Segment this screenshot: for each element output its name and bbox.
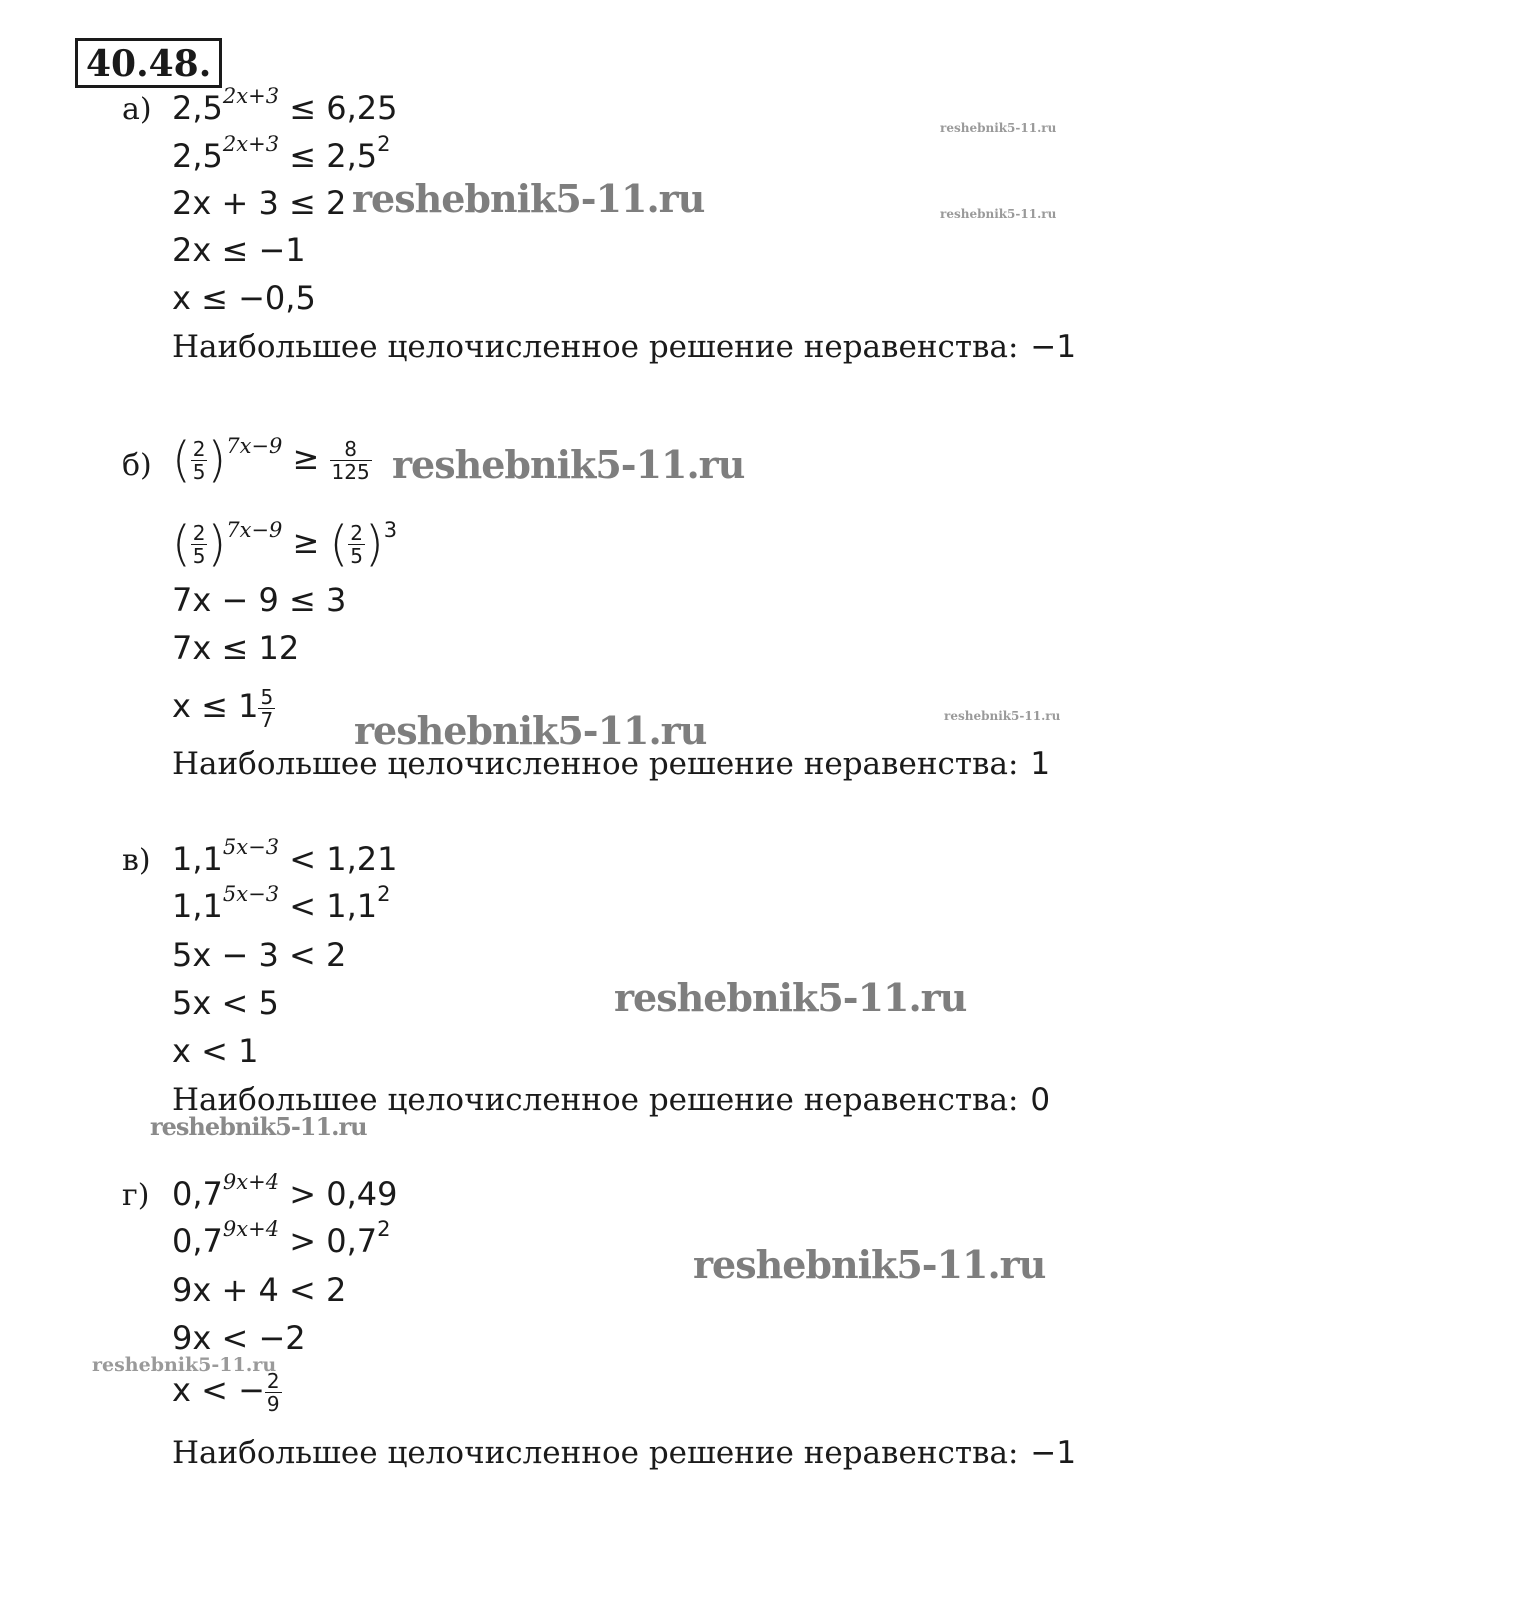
watermark: reshebnik5-11.ru: [354, 708, 707, 753]
answer-c: Наибольшее целочисленное решение неравенства: 0: [172, 1082, 1051, 1118]
step-c-5: x < 1: [172, 1032, 259, 1070]
part-label-b: б): [122, 448, 152, 483]
step-d-2: $0,7^{9x+4} > 0,7^2$: [172, 1217, 391, 1260]
part-label-d: г): [122, 1178, 150, 1213]
part-label-a: а): [122, 92, 152, 127]
problem-number: 40.48.: [75, 38, 222, 88]
step-d-4: 9x < −2: [172, 1319, 306, 1357]
step-d-3: 9x + 4 < 2: [172, 1271, 347, 1309]
watermark: reshebnik5-11.ru: [940, 121, 1057, 135]
step-a-3: 2x + 3 ≤ 2: [172, 184, 347, 222]
step-b-2: ( $\frac{2}{5}$ )$^{7x-9}$ ≥ ( $\frac{2}{5}$ )$^3$: [172, 516, 398, 572]
step-b-5: x ≤ 1 $\frac{5}{7}$: [172, 684, 274, 732]
step-b-3: 7x − 9 ≤ 3: [172, 581, 347, 619]
answer-a: Наибольшее целочисленное решение неравенства: −1: [172, 329, 1077, 365]
watermark: reshebnik5-11.ru: [614, 975, 967, 1020]
step-d-5: x < − $\frac{2}{9}$: [172, 1368, 280, 1416]
step-a-2: $2,5^{2x+3} \le 2,5^2$: [172, 132, 391, 175]
part-label-c: в): [122, 843, 151, 878]
step-a-5: x ≤ −0,5: [172, 279, 316, 317]
step-c-4: 5x < 5: [172, 984, 279, 1022]
step-a-1: $2,5^{2x+3} \le 6,25$: [172, 84, 398, 127]
watermark: reshebnik5-11.ru: [940, 207, 1057, 221]
watermark: reshebnik5-11.ru: [150, 1112, 367, 1141]
watermark: reshebnik5-11.ru: [392, 442, 745, 487]
watermark: reshebnik5-11.ru: [944, 709, 1061, 723]
answer-b: Наибольшее целочисленное решение неравенства: 1: [172, 746, 1051, 782]
answer-d: Наибольшее целочисленное решение неравенства: −1: [172, 1435, 1077, 1471]
watermark: reshebnik5-11.ru: [352, 176, 705, 221]
step-c-3: 5x − 3 < 2: [172, 936, 347, 974]
step-b-4: 7x ≤ 12: [172, 629, 300, 667]
watermark: reshebnik5-11.ru: [92, 1354, 277, 1376]
watermark: reshebnik5-11.ru: [693, 1242, 1046, 1287]
step-c-2: $1,1^{5x-3} < 1,1^2$: [172, 882, 391, 925]
step-c-1: $1,1^{5x-3} < 1,21$: [172, 835, 398, 878]
step-b-1: ( $\frac{2}{5}$ )$^{7x-9}$ ≥ $\frac{8}{125}$: [172, 432, 370, 488]
step-a-4: 2x ≤ −1: [172, 231, 306, 269]
step-d-1: $0,7^{9x+4} > 0,49$: [172, 1170, 398, 1213]
